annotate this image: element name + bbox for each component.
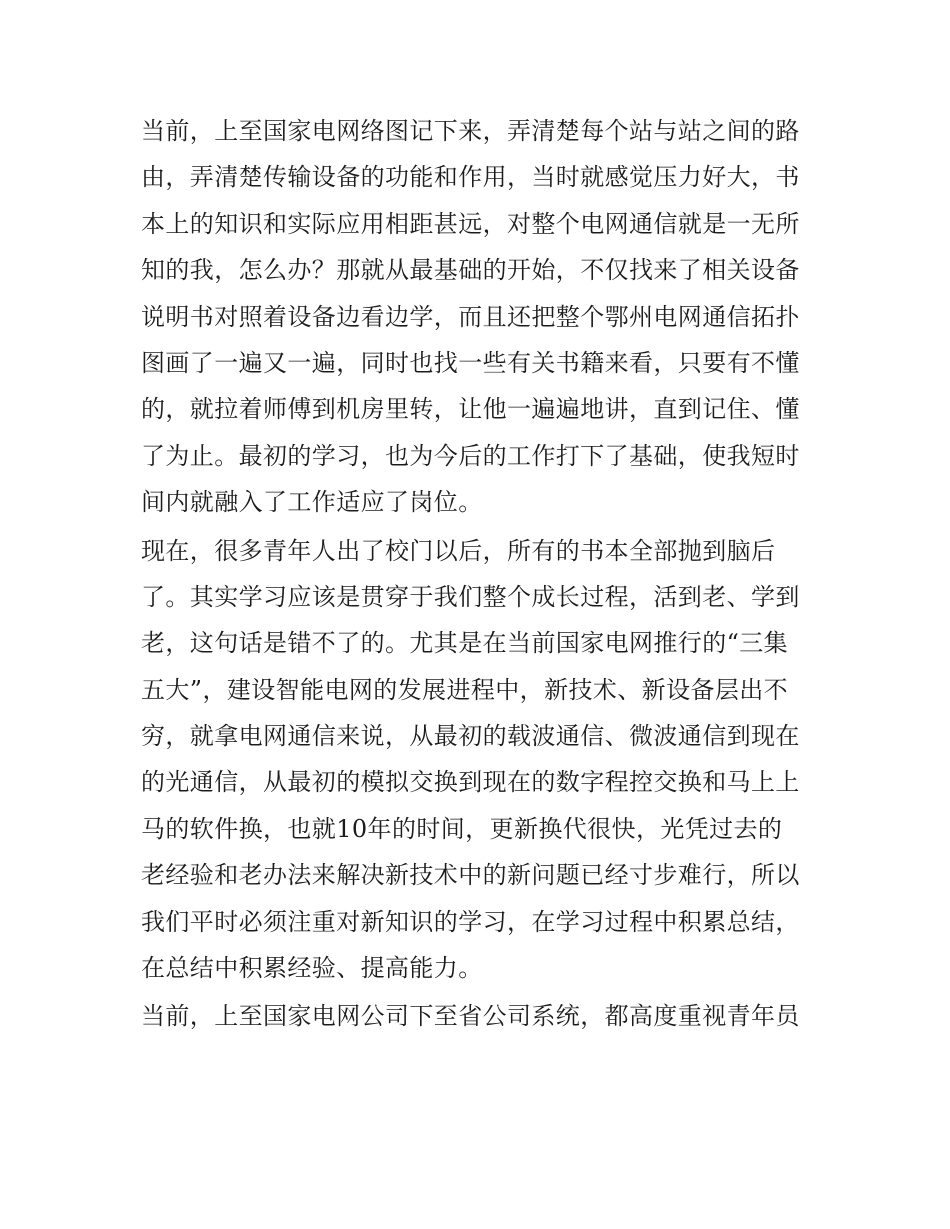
paragraph-1 — [141, 108, 821, 526]
text-line: 图画了一遍又一遍，同时也找一些有关书籍来看，只要有不懂 — [141, 348, 800, 377]
text-line: 马的软件换，也就10年的时间，更新换代很快，光凭过去的 — [141, 814, 783, 843]
text-line: 由，弄清楚传输设备的功能和作用，当时就感觉压力好大，书 — [141, 163, 800, 192]
text-line: 老经验和老办法来解决新技术中的新问题已经寸步难行，所以 — [141, 861, 800, 890]
text-line: 了为止。最初的学习，也为今后的工作打下了基础，使我短时 — [141, 441, 800, 470]
text-line: 本上的知识和实际应用相距甚远，对整个电网通信就是一无所 — [141, 209, 800, 238]
text-line: 现在，很多青年人出了校门以后，所有的书本全部抛到脑后 — [141, 536, 776, 565]
text-line: 当前，上至国家电网络图记下来，弄清楚每个站与站之间的路 — [141, 117, 800, 145]
text-line: 老，这句话是错不了的。尤其是在当前国家电网推行的“三集 — [141, 629, 789, 658]
paragraph-3 — [141, 993, 821, 1039]
text-line: 当前，上至国家电网公司下至省公司系统，都高度重视青年员 — [141, 1002, 800, 1031]
text-line: 说明书对照着设备边看边学，而且还把整个鄂州电网通信拓扑 — [141, 302, 800, 331]
document-body — [141, 108, 821, 1040]
text-line: 五大”，建设智能电网的发展进程中，新技术、新设备层出不 — [141, 675, 789, 704]
text-line: 了。其实学习应该是贯穿于我们整个成长过程，活到老、学到 — [141, 582, 800, 611]
text-line: 的，就拉着师傅到机房里转，让他一遍遍地讲，直到记住、懂 — [141, 395, 800, 424]
text-line: 知的我，怎么办？那就从最基础的开始，不仅找来了相关设备 — [141, 256, 800, 285]
text-line: 穷，就拿电网通信来说，从最初的载波通信、微波通信到现在 — [141, 722, 800, 751]
text-line: 我们平时必须注重对新知识的学习，在学习过程中积累总结， — [141, 907, 800, 936]
paragraph-2 — [141, 528, 821, 992]
text-line: 在总结中积累经验、提高能力。 — [141, 954, 483, 983]
text-line: 间内就融入了工作适应了岗位。 — [141, 488, 483, 517]
text-line: 的光通信，从最初的模拟交换到现在的数字程控交换和马上上 — [141, 768, 800, 797]
